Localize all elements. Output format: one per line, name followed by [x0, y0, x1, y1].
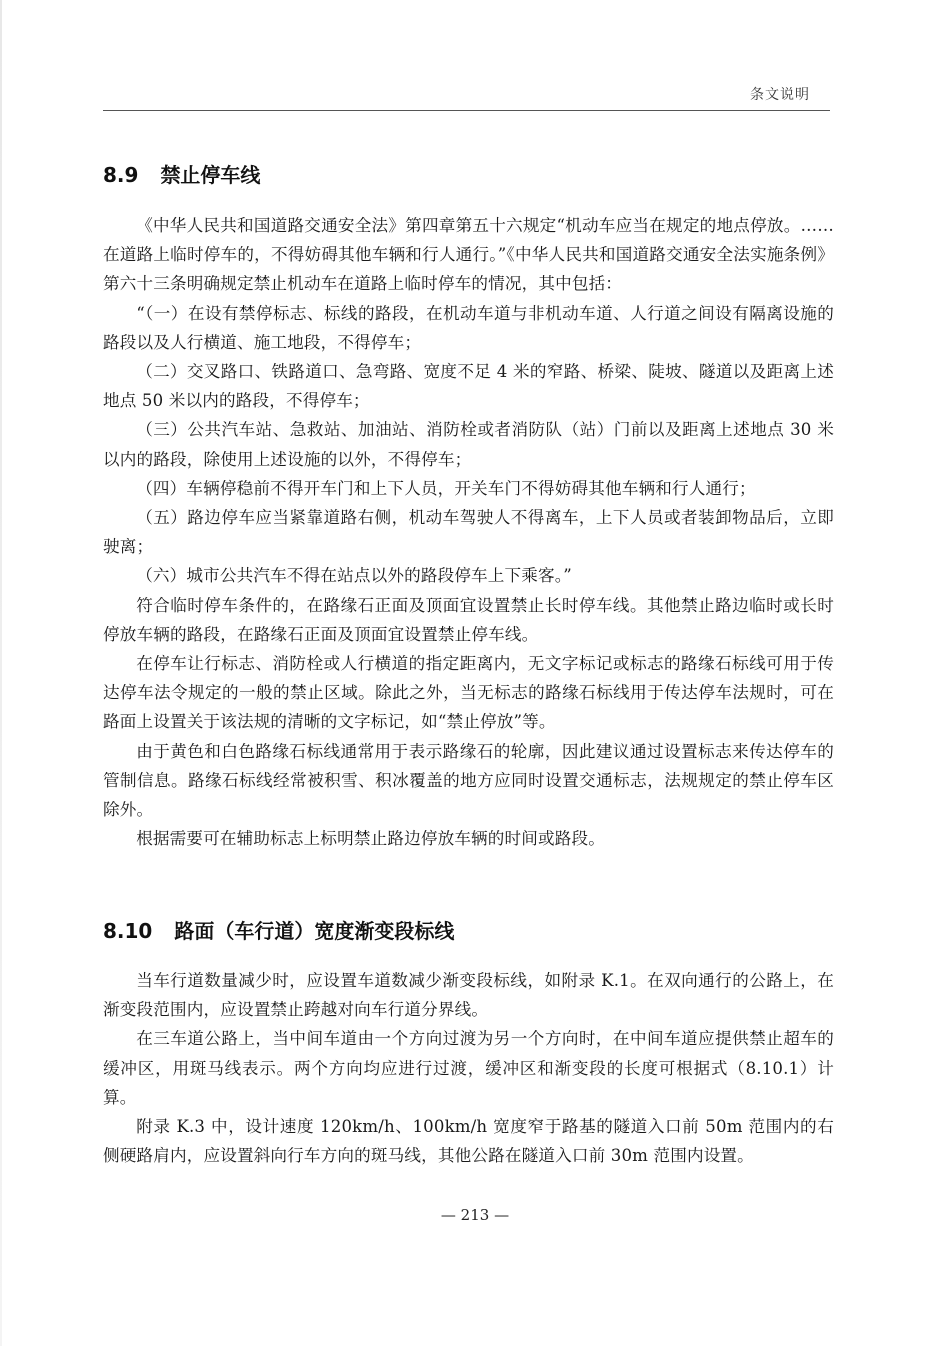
- paragraph: 由于黄色和白色路缘石标线通常用于表示路缘石的轮廓，因此建议通过设置标志来传达停车的管制信息。路缘石标线经常被积雪、积冰覆盖的地方应同时设置交通标志，法规规定的禁止停车区除外。: [103, 741, 834, 820]
- paragraph: （三）公共汽车站、急救站、加油站、消防栓或者消防队（站）门前以及距离上述地点 30 米以内的路段，除使用上述设施的以外，不得停车；: [103, 420, 834, 469]
- paragraph: 《中华人民共和国道路交通安全法》第四章第五十六规定“机动车应当在规定的地点停放。……在道路上临时停车的，不得妨碍其他车辆和行人通行。”《中华人民共和国道路交通安全法实施条例》第六十三条明确规定禁止机动车在道路上临时停车的情况，其中包括：: [103, 216, 834, 294]
- paragraph: 附录 K.3 中，设计速度 120km/h、100km/h 宽度窄于路基的隧道入口前 50m 范围内的右侧硬路肩内，应设置斜向行车方向的斑马线，其他公路在隧道入口前 30m 范围内设置。: [103, 1117, 834, 1166]
- section-number: 8.9: [103, 163, 139, 187]
- paragraph: （四）车辆停稳前不得开车门和上下人员，开关车门不得妨碍其他车辆和行人通行；: [136, 478, 756, 498]
- paragraph: “（一）在设有禁停标志、标线的路段，在机动车道与非机动车道、人行道之间设有隔离设施的路段以及人行横道、施工地段，不得停车；: [103, 303, 834, 352]
- section-heading-8-10: [103, 915, 454, 944]
- paragraph: 根据需要可在辅助标志上标明禁止路边停放车辆的时间或路段。: [136, 829, 606, 849]
- section-body-8-9: [103, 211, 834, 853]
- scan-edge: [0, 0, 2, 1346]
- section-title: 路面（车行道）宽度渐变段标线: [174, 919, 455, 943]
- section-number: 8.10: [103, 919, 153, 943]
- paragraph: （六）城市公共汽车不得在站点以外的路段停车上下乘客。”: [136, 566, 572, 586]
- page-number: — 213 —: [440, 1206, 510, 1224]
- section-title: 禁止停车线: [160, 163, 261, 187]
- section-heading-8-9: [103, 159, 260, 188]
- paragraph: 当车行道数量减少时，应设置车道数减少渐变段标线，如附录 K.1。在双向通行的公路上，在渐变段范围内，应设置禁止跨越对向车行道分界线。: [103, 971, 834, 1020]
- section-body-8-10: [103, 966, 834, 1170]
- paragraph: 在三车道公路上，当中间车道由一个方向过渡为另一个方向时，在中间车道应提供禁止超车的缓冲区，用斑马线表示。两个方向均应进行过渡，缓冲区和渐变段的长度可根据式（8.10.1）计算。: [103, 1029, 834, 1107]
- header-rule: [103, 110, 830, 111]
- paragraph: 在停车让行标志、消防栓或人行横道的指定距离内，无文字标记或标志的路缘石标线可用于传达停车法令规定的一般的禁止区域。除此之外，当无标志的路缘石标线用于传达停车法规时，可在路面上设置关于该法规的清晰的文字标记，如“禁止停放”等。: [103, 654, 834, 732]
- paragraph: （二）交叉路口、铁路道口、急弯路、宽度不足 4 米的窄路、桥梁、陡坡、隧道以及距离上述地点 50 米以内的路段，不得停车；: [103, 362, 834, 411]
- running-header: 条文说明: [750, 87, 810, 103]
- paragraph: 符合临时停车条件的，在路缘石正面及顶面宜设置禁止长时停车线。其他禁止路边临时或长时停放车辆的路段，在路缘石正面及顶面宜设置禁止停车线。: [103, 595, 834, 644]
- paragraph: （五）路边停车应当紧靠道路右侧，机动车驾驶人不得离车，上下人员或者装卸物品后，立即驶离；: [103, 508, 834, 557]
